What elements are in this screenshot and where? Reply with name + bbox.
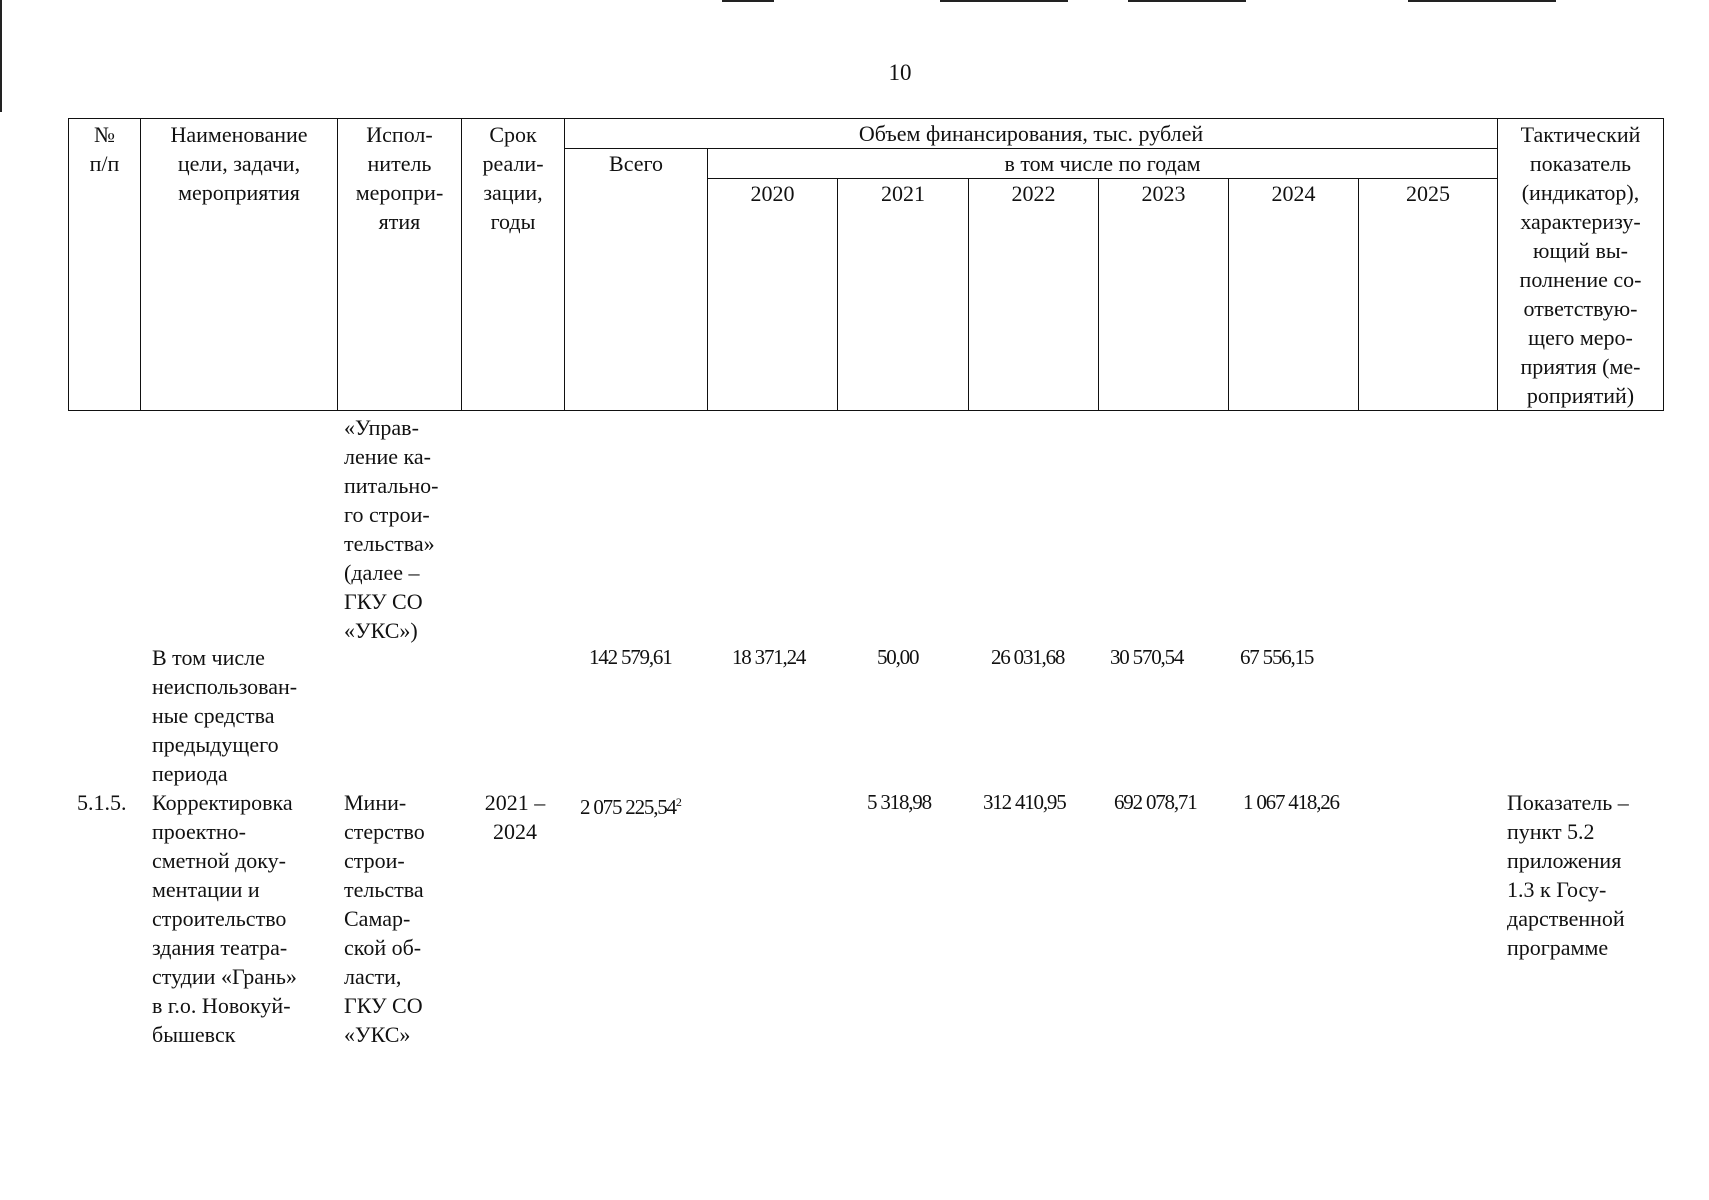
measure-2021: 5 318,98 [867,790,931,814]
header-executor-label: Испол- нитель меропри- ятия [355,122,444,234]
unused-funds-name: В том числе неиспользован- ные средства предыдущего периода [152,645,298,786]
header-indicator-label: Тактический показатель (индикатор), характеризу- ющий вы- полнение со- ответствую- щего меро- приятия (ме- роприятий) [1519,122,1642,408]
header-name-label: Наименование цели, задачи, мероприятия [170,122,308,205]
unused-funds-2020: 18 371,24 [732,645,806,669]
header-year [838,179,969,411]
header-year [1099,179,1229,411]
header-number [69,119,141,411]
unused-funds-2023: 30 570,54 [1110,645,1184,669]
header-year-label: 2024 [1271,181,1316,206]
scan-artifact-line [1408,0,1556,2]
header-year-label: 2020 [750,181,795,206]
scan-artifact-line [940,0,1068,2]
executor-continuation: «Управ- ление ка- питально- го строи- тельства» (далее – ГКУ СО «УКС») [344,415,439,643]
measure-executor: Мини- стерство строи- тельства Самар- ской об- ласти, ГКУ СО «УКС» [344,790,425,1047]
footnote-marker: 2 [675,795,682,809]
header-executor [338,119,462,411]
header-total [565,149,708,411]
scan-artifact-line [722,0,774,2]
unused-funds-2021: 50,00 [877,645,919,669]
header-number-label: № п/п [89,122,120,176]
measure-total-value: 2 075 225,54 [580,795,676,819]
header-year [969,179,1099,411]
measure-2023: 692 078,71 [1114,790,1197,814]
header-by-years-label: в том числе по годам [1004,151,1201,176]
header-by-years [708,149,1498,179]
header-year-label: 2025 [1406,181,1450,206]
header-year-label: 2021 [881,181,925,206]
header-year [1359,179,1498,411]
measure-indicator: Показатель – пункт 5.2 приложения 1.3 к Госу- дарственной программе [1507,790,1629,960]
header-funding-label: Объем финансирования, тыс. рублей [858,121,1204,146]
measure-2024: 1 067 418,26 [1243,790,1339,814]
header-total-label: Всего [609,151,663,176]
measure-total [580,788,682,822]
header-name [141,119,338,411]
header-year [708,179,838,411]
measure-name: Корректировка проектно- сметной доку- ментации и строительство здания театра- студии «Грань» в г.о. Новокуй- бышевск [152,790,297,1047]
header-funding [565,119,1498,149]
header-year-label: 2022 [1011,181,1056,206]
page-number: 10 [888,60,912,85]
header-term-label: Срок реали- зации, годы [482,122,544,234]
header-year-label: 2023 [1141,181,1186,206]
header-indicator [1498,119,1664,411]
funding-table-header [68,118,1664,411]
measure-term: 2021 – 2024 [484,790,546,844]
header-year [1229,179,1359,411]
scan-artifact-line [0,0,2,112]
header-term [462,119,565,411]
row-number: 5.1.5. [77,790,127,815]
unused-funds-2024: 67 556,15 [1240,645,1314,669]
unused-funds-total: 142 579,61 [589,645,672,669]
measure-2022: 312 410,95 [983,790,1066,814]
unused-funds-2022: 26 031,68 [991,645,1065,669]
scan-artifact-line [1128,0,1246,2]
